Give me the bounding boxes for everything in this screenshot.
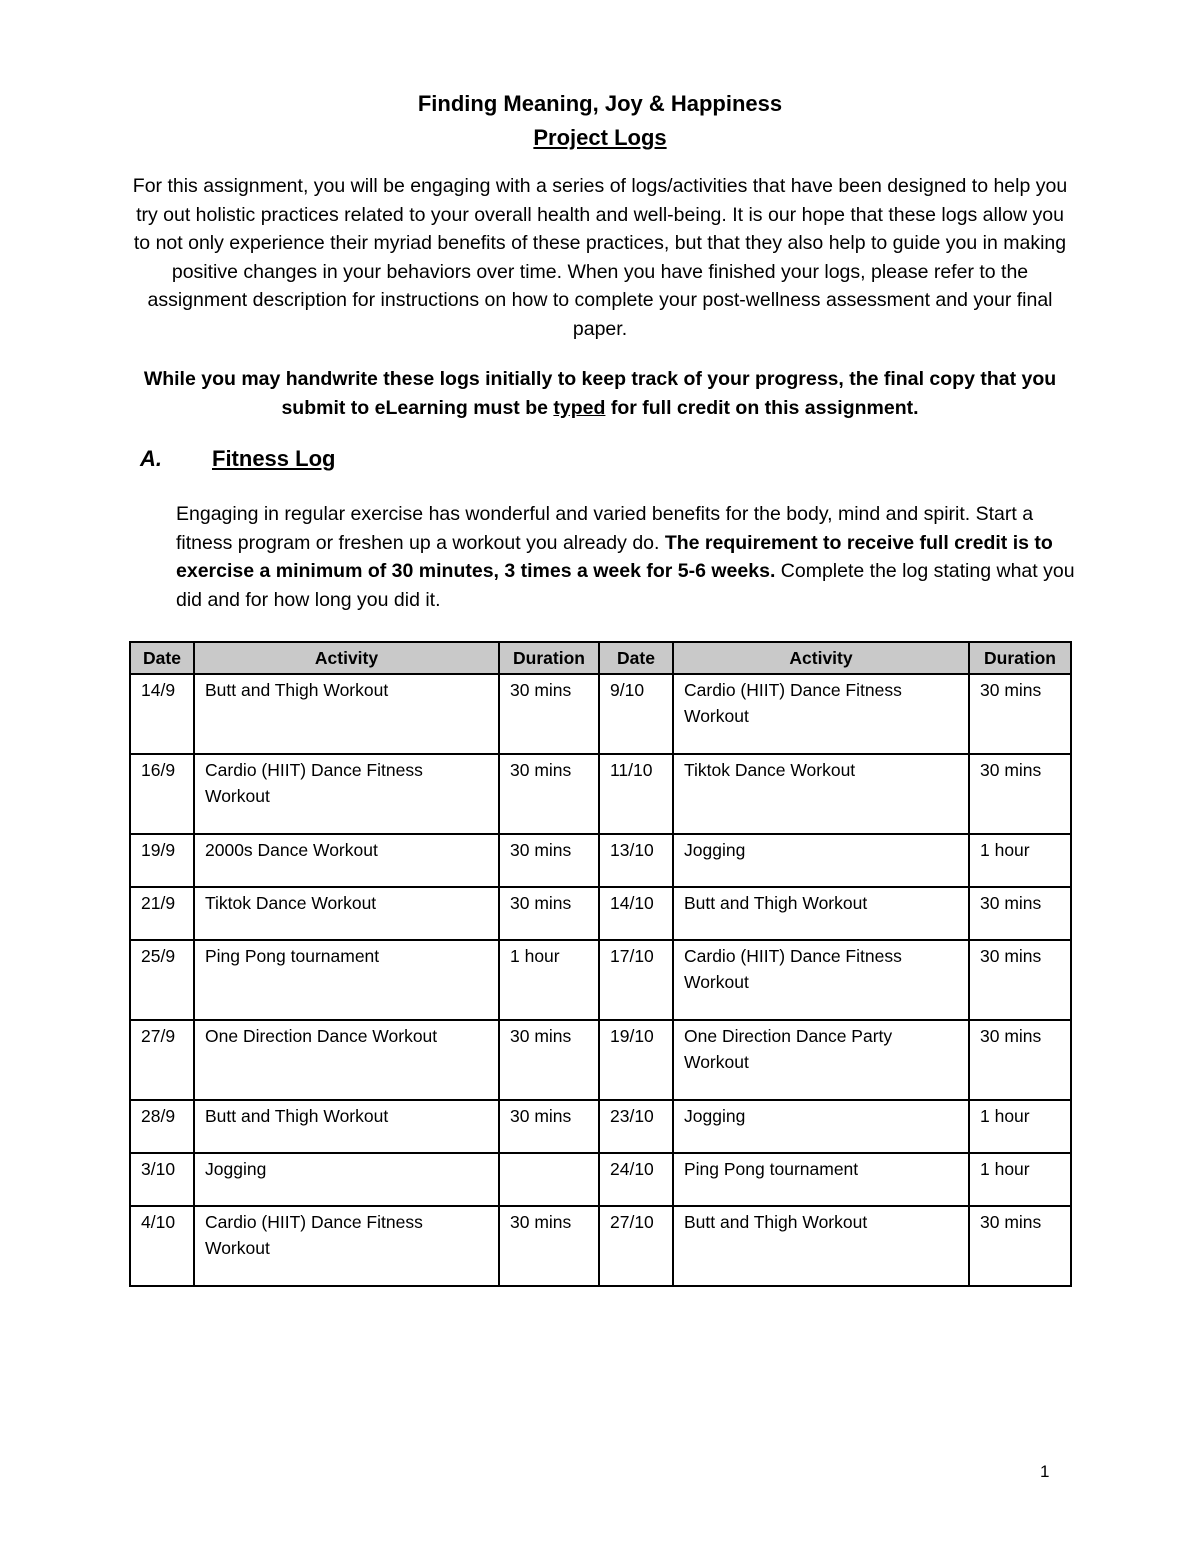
activity-cell: Cardio (HIIT) Dance Fitness Workout [194,1206,499,1286]
fitness-intro-paragraph [176,500,1076,614]
table-header-row [130,642,1071,674]
table-row [130,887,1071,940]
date-cell: 11/10 [599,754,673,834]
duration-cell: 30 mins [499,1020,599,1100]
activity-cell: Cardio (HIIT) Dance Fitness Workout [194,754,499,834]
table-row [130,1206,1071,1286]
notice-text-after: for full credit on this assignment. [605,396,919,419]
date-cell: 19/10 [599,1020,673,1100]
activity-cell: Jogging [673,834,969,887]
table-row [130,754,1071,834]
date-cell: 27/9 [130,1020,194,1100]
duration-cell: 30 mins [499,674,599,754]
duration-cell: 30 mins [499,887,599,940]
activity-cell: Butt and Thigh Workout [673,887,969,940]
activity-cell: Butt and Thigh Workout [194,1100,499,1153]
activity-cell: Butt and Thigh Workout [194,674,499,754]
page-number: 1 [1040,1462,1050,1481]
date-cell: 25/9 [130,940,194,1020]
activity-cell: Ping Pong tournament [673,1153,969,1206]
intro-paragraph: For this assignment, you will be engaging with a series of logs/activities that have been designed to help you try out holistic practices related to your overall health and well-being. It is our hope that these logs allow you to not only experience their myriad benefits of these practices, but that they also help to guide you in making positive changes in your behaviors over time. When you have finished your logs, please refer to the assignment description for instructions on how to complete your post-wellness assessment and your final paper. [132,175,1068,340]
activity-cell: One Direction Dance Workout [194,1020,499,1100]
table-row [130,834,1071,887]
header-duration: Duration [499,642,599,674]
date-cell: 14/9 [130,674,194,754]
duration-cell: 1 hour [499,940,599,1020]
duration-cell: 30 mins [969,940,1071,1020]
activity-cell: One Direction Dance Party Workout [673,1020,969,1100]
activity-cell: Cardio (HIIT) Dance Fitness Workout [673,940,969,1020]
date-cell: 13/10 [599,834,673,887]
duration-cell: 30 mins [499,834,599,887]
duration-cell [499,1153,599,1206]
activity-cell: Jogging [673,1100,969,1153]
date-cell: 24/10 [599,1153,673,1206]
activity-cell: Jogging [194,1153,499,1206]
header-date: Date [130,642,194,674]
activity-cell: Tiktok Dance Workout [673,754,969,834]
table-row [130,940,1071,1020]
date-cell: 9/10 [599,674,673,754]
section-name: Fitness Log [212,446,336,471]
date-cell: 14/10 [599,887,673,940]
section-heading [140,443,335,475]
date-cell: 4/10 [130,1206,194,1286]
table-row [130,1100,1071,1153]
header-activity-2: Activity [673,642,969,674]
duration-cell: 1 hour [969,1153,1071,1206]
section-letter: A. [140,446,162,471]
activity-cell: Cardio (HIIT) Dance Fitness Workout [673,674,969,754]
typed-notice [130,365,1070,422]
date-cell: 23/10 [599,1100,673,1153]
duration-cell: 30 mins [969,1206,1071,1286]
header-duration-2: Duration [969,642,1071,674]
fitness-intro-closing: Complete the log stating what you did and for how long you did it. [176,560,1075,611]
notice-text-before: While you may handwrite these logs initially to keep track of your progress, the final copy that you submit to eLearning must be [143,368,1057,419]
duration-cell: 30 mins [969,887,1071,940]
date-cell: 28/9 [130,1100,194,1153]
duration-cell: 30 mins [499,754,599,834]
fitness-intro-text: Engaging in regular exercise has wonderful and varied benefits for the body, mind and spirit. Start a fitness program or freshen up a workout you already do. [176,503,1034,554]
date-cell: 19/9 [130,834,194,887]
table-row [130,1020,1071,1100]
activity-cell: 2000s Dance Workout [194,834,499,887]
notice-emphasis: typed [553,396,606,419]
duration-cell: 30 mins [969,674,1071,754]
date-cell: 27/10 [599,1206,673,1286]
fitness-log-table [129,641,1072,1287]
activity-cell: Butt and Thigh Workout [673,1206,969,1286]
document-title: Finding Meaning, Joy & Happiness [417,91,783,116]
activity-cell: Tiktok Dance Workout [194,887,499,940]
header-activity: Activity [194,642,499,674]
duration-cell: 30 mins [969,754,1071,834]
document-subtitle: Project Logs [533,125,667,150]
duration-cell: 1 hour [969,1100,1071,1153]
fitness-requirement: The requirement to receive full credit is to exercise a minimum of 30 minutes, 3 times a week for 5-6 weeks. [176,531,1053,583]
header-date-2: Date [599,642,673,674]
duration-cell: 30 mins [499,1206,599,1286]
table-row [130,1153,1071,1206]
date-cell: 16/9 [130,754,194,834]
duration-cell: 30 mins [499,1100,599,1153]
date-cell: 3/10 [130,1153,194,1206]
table-row [130,674,1071,754]
date-cell: 17/10 [599,940,673,1020]
activity-cell: Ping Pong tournament [194,940,499,1020]
date-cell: 21/9 [130,887,194,940]
duration-cell: 1 hour [969,834,1071,887]
duration-cell: 30 mins [969,1020,1071,1100]
